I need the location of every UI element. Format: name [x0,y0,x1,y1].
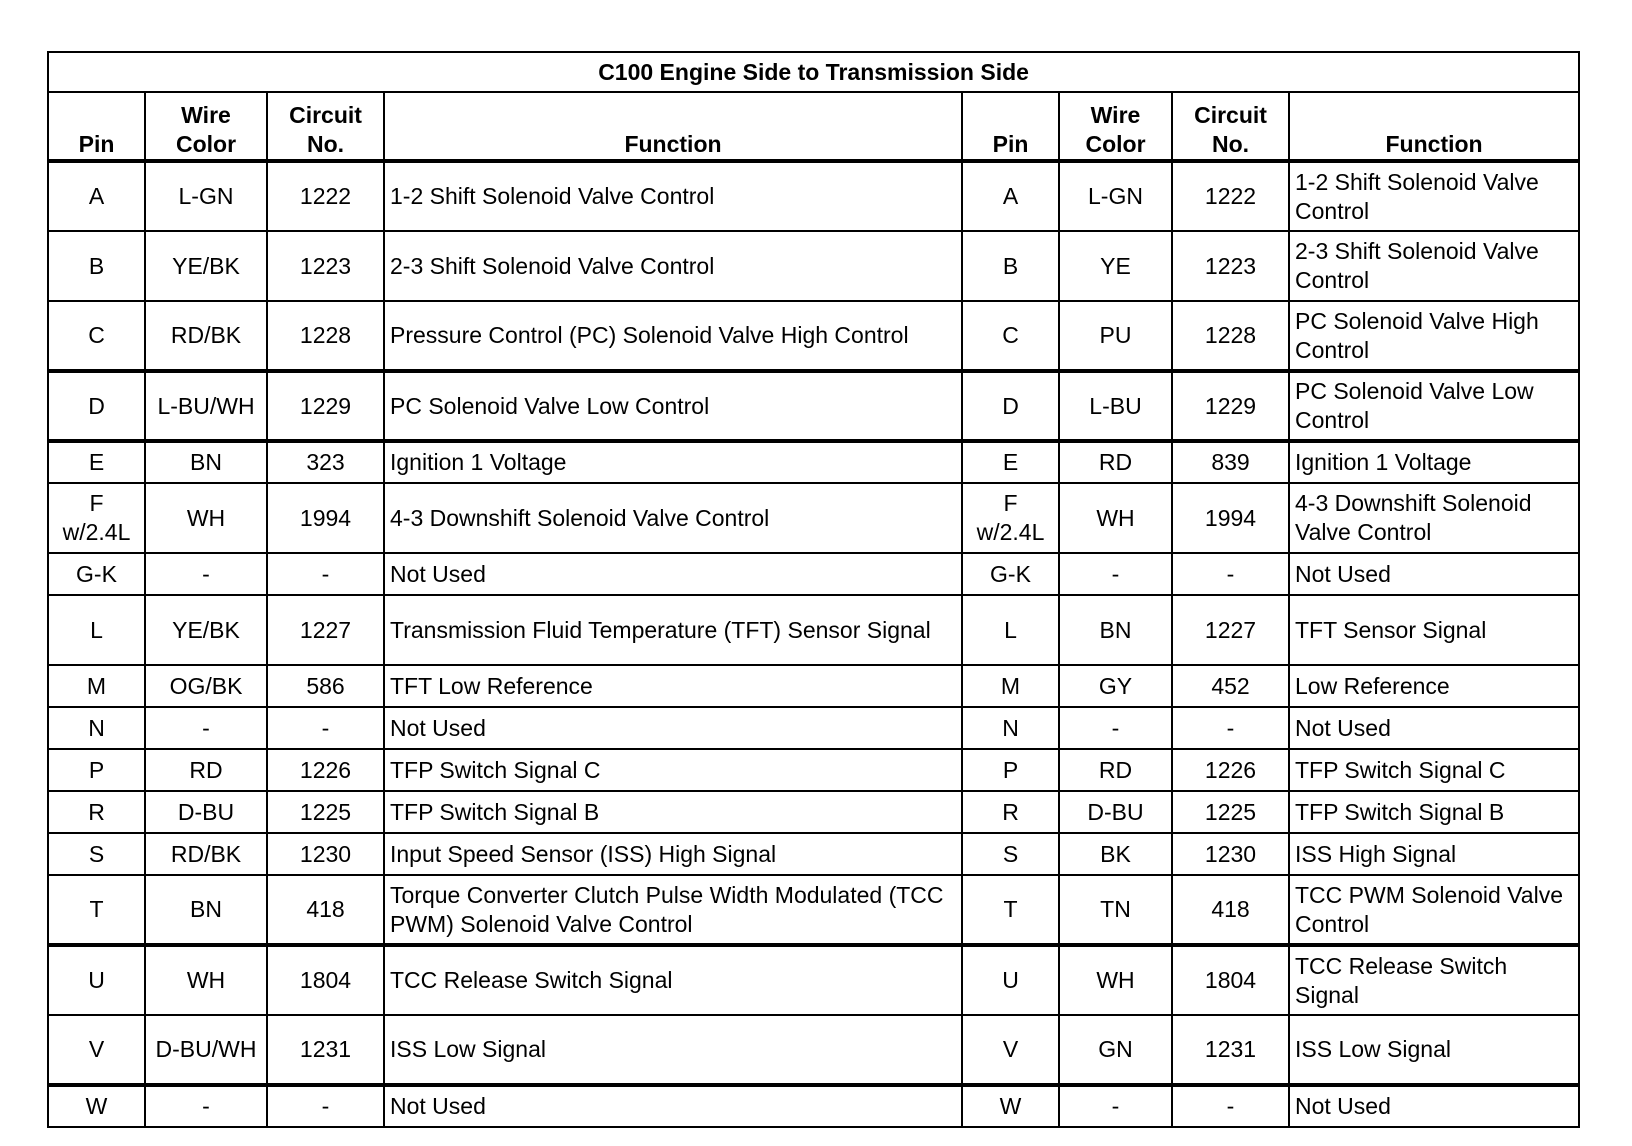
table-row [48,749,1579,791]
wire-color-cell: - [145,1085,267,1127]
wire-color-cell: D-BU [145,791,267,833]
wire-color-cell: RD [1059,749,1172,791]
function-cell: Ignition 1 Voltage [1289,441,1579,483]
circuit-no-cell: 1229 [1172,371,1289,441]
pin-cell: N [962,707,1059,749]
circuit-no-cell: 452 [1172,665,1289,707]
function-cell: TFP Switch Signal B [1289,791,1579,833]
pin-cell: C [962,301,1059,371]
table-row [48,945,1579,1015]
circuit-no-cell: 1228 [1172,301,1289,371]
wire-color-cell: WH [1059,945,1172,1015]
wire-color-cell: WH [1059,483,1172,553]
table-row [48,665,1579,707]
circuit-no-cell: - [267,553,384,595]
function-cell: Not Used [1289,707,1579,749]
function-cell: Torque Converter Clutch Pulse Width Modulated (TCC PWM) Solenoid Valve Control [384,875,962,945]
pin-cell: B [962,231,1059,301]
table-row [48,441,1579,483]
header-circuit-no-right: Circuit No. [1172,92,1289,161]
pin-cell: C [48,301,145,371]
function-cell: TCC PWM Solenoid Valve Control [1289,875,1579,945]
circuit-no-cell: 418 [267,875,384,945]
wire-color-cell: WH [145,945,267,1015]
function-cell: TFT Sensor Signal [1289,595,1579,665]
function-cell: PC Solenoid Valve High Control [1289,301,1579,371]
circuit-no-cell: 1227 [1172,595,1289,665]
wire-color-cell: - [1059,707,1172,749]
circuit-no-cell: 1225 [267,791,384,833]
function-cell: 2-3 Shift Solenoid Valve Control [384,231,962,301]
wire-color-cell: RD/BK [145,833,267,875]
function-cell: TCC Release Switch Signal [384,945,962,1015]
function-cell: Not Used [1289,1085,1579,1127]
header-function-right: Function [1289,92,1579,161]
pinout-table [47,51,1580,1128]
circuit-no-cell: 1230 [1172,833,1289,875]
pin-cell: S [48,833,145,875]
function-cell: Pressure Control (PC) Solenoid Valve High Control [384,301,962,371]
header-row [48,92,1579,161]
wire-color-cell: RD [1059,441,1172,483]
pin-cell: U [962,945,1059,1015]
pin-cell: F w/2.4L [48,483,145,553]
pin-cell: A [48,161,145,231]
pin-cell: B [48,231,145,301]
pin-cell: R [962,791,1059,833]
wire-color-cell: YE/BK [145,595,267,665]
header-pin-right: Pin [962,92,1059,161]
circuit-no-cell: 1222 [267,161,384,231]
table-row [48,483,1579,553]
pin-cell: T [48,875,145,945]
circuit-no-cell: 1226 [1172,749,1289,791]
table-row [48,231,1579,301]
function-cell: TFP Switch Signal C [384,749,962,791]
circuit-no-cell: 1230 [267,833,384,875]
circuit-no-cell: - [267,1085,384,1127]
circuit-no-cell: 1994 [267,483,384,553]
function-cell: 1-2 Shift Solenoid Valve Control [384,161,962,231]
wire-color-cell: RD [145,749,267,791]
wire-color-cell: D-BU/WH [145,1015,267,1085]
function-cell: Not Used [384,553,962,595]
circuit-no-cell: 1231 [1172,1015,1289,1085]
pin-cell: V [962,1015,1059,1085]
wire-color-cell: BK [1059,833,1172,875]
pin-cell: V [48,1015,145,1085]
function-cell: PC Solenoid Valve Low Control [1289,371,1579,441]
circuit-no-cell: 323 [267,441,384,483]
wire-color-cell: - [145,553,267,595]
circuit-no-cell: 1222 [1172,161,1289,231]
wire-color-cell: YE [1059,231,1172,301]
wire-color-cell: RD/BK [145,301,267,371]
table-title: C100 Engine Side to Transmission Side [48,52,1579,92]
wire-color-cell: OG/BK [145,665,267,707]
wire-color-cell: L-BU/WH [145,371,267,441]
header-wire-color-right: Wire Color [1059,92,1172,161]
pin-cell: D [962,371,1059,441]
circuit-no-cell: 418 [1172,875,1289,945]
wire-color-cell: BN [1059,595,1172,665]
header-pin: Pin [48,92,145,161]
pin-cell: N [48,707,145,749]
pin-cell: E [48,441,145,483]
function-cell: Low Reference [1289,665,1579,707]
table-row [48,707,1579,749]
circuit-no-cell: 586 [267,665,384,707]
circuit-no-cell: 1223 [1172,231,1289,301]
table-row [48,1085,1579,1127]
pin-cell: W [48,1085,145,1127]
wire-color-cell: GN [1059,1015,1172,1085]
table-row [48,553,1579,595]
function-cell: ISS High Signal [1289,833,1579,875]
pin-cell: U [48,945,145,1015]
wire-color-cell: TN [1059,875,1172,945]
function-cell: ISS Low Signal [1289,1015,1579,1085]
wire-color-cell: L-GN [1059,161,1172,231]
wire-color-cell: - [1059,553,1172,595]
pin-cell: P [48,749,145,791]
function-cell: Not Used [384,707,962,749]
pin-cell: G-K [48,553,145,595]
function-cell: 4-3 Downshift Solenoid Valve Control [1289,483,1579,553]
function-cell: ISS Low Signal [384,1015,962,1085]
function-cell: 1-2 Shift Solenoid Valve Control [1289,161,1579,231]
circuit-no-cell: - [1172,553,1289,595]
circuit-no-cell: 1994 [1172,483,1289,553]
pin-cell: P [962,749,1059,791]
table-row [48,1015,1579,1085]
wire-color-cell: YE/BK [145,231,267,301]
function-cell: Not Used [1289,553,1579,595]
function-cell: 4-3 Downshift Solenoid Valve Control [384,483,962,553]
circuit-no-cell: 1229 [267,371,384,441]
header-circuit-no: Circuit No. [267,92,384,161]
pin-cell: M [962,665,1059,707]
table-row [48,371,1579,441]
function-cell: Transmission Fluid Temperature (TFT) Sensor Signal [384,595,962,665]
circuit-no-cell: 1804 [267,945,384,1015]
circuit-no-cell: - [267,707,384,749]
circuit-no-cell: 839 [1172,441,1289,483]
wire-color-cell: L-GN [145,161,267,231]
wire-color-cell: WH [145,483,267,553]
function-cell: TCC Release Switch Signal [1289,945,1579,1015]
function-cell: PC Solenoid Valve Low Control [384,371,962,441]
wire-color-cell: L-BU [1059,371,1172,441]
circuit-no-cell: - [1172,1085,1289,1127]
function-cell: TFT Low Reference [384,665,962,707]
table-row [48,875,1579,945]
circuit-no-cell: 1225 [1172,791,1289,833]
pin-cell: G-K [962,553,1059,595]
wire-color-cell: BN [145,441,267,483]
pin-cell: D [48,371,145,441]
function-cell: Input Speed Sensor (ISS) High Signal [384,833,962,875]
pin-cell: L [962,595,1059,665]
circuit-no-cell: 1804 [1172,945,1289,1015]
pin-cell: M [48,665,145,707]
table-body [48,161,1579,1127]
pin-cell: S [962,833,1059,875]
function-cell: Not Used [384,1085,962,1127]
circuit-no-cell: - [1172,707,1289,749]
pin-cell: A [962,161,1059,231]
header-wire-color: Wire Color [145,92,267,161]
table-row [48,791,1579,833]
circuit-no-cell: 1227 [267,595,384,665]
table-row [48,595,1579,665]
wire-color-cell: GY [1059,665,1172,707]
wire-color-cell: BN [145,875,267,945]
pin-cell: R [48,791,145,833]
circuit-no-cell: 1228 [267,301,384,371]
function-cell: 2-3 Shift Solenoid Valve Control [1289,231,1579,301]
wire-color-cell: - [1059,1085,1172,1127]
circuit-no-cell: 1226 [267,749,384,791]
pin-cell: W [962,1085,1059,1127]
pin-cell: E [962,441,1059,483]
circuit-no-cell: 1231 [267,1015,384,1085]
wire-color-cell: - [145,707,267,749]
table-row [48,301,1579,371]
function-cell: TFP Switch Signal C [1289,749,1579,791]
header-function: Function [384,92,962,161]
table-row [48,161,1579,231]
pin-cell: L [48,595,145,665]
function-cell: Ignition 1 Voltage [384,441,962,483]
wire-color-cell: PU [1059,301,1172,371]
table-row [48,833,1579,875]
pin-cell: T [962,875,1059,945]
pin-cell: F w/2.4L [962,483,1059,553]
function-cell: TFP Switch Signal B [384,791,962,833]
circuit-no-cell: 1223 [267,231,384,301]
wire-color-cell: D-BU [1059,791,1172,833]
